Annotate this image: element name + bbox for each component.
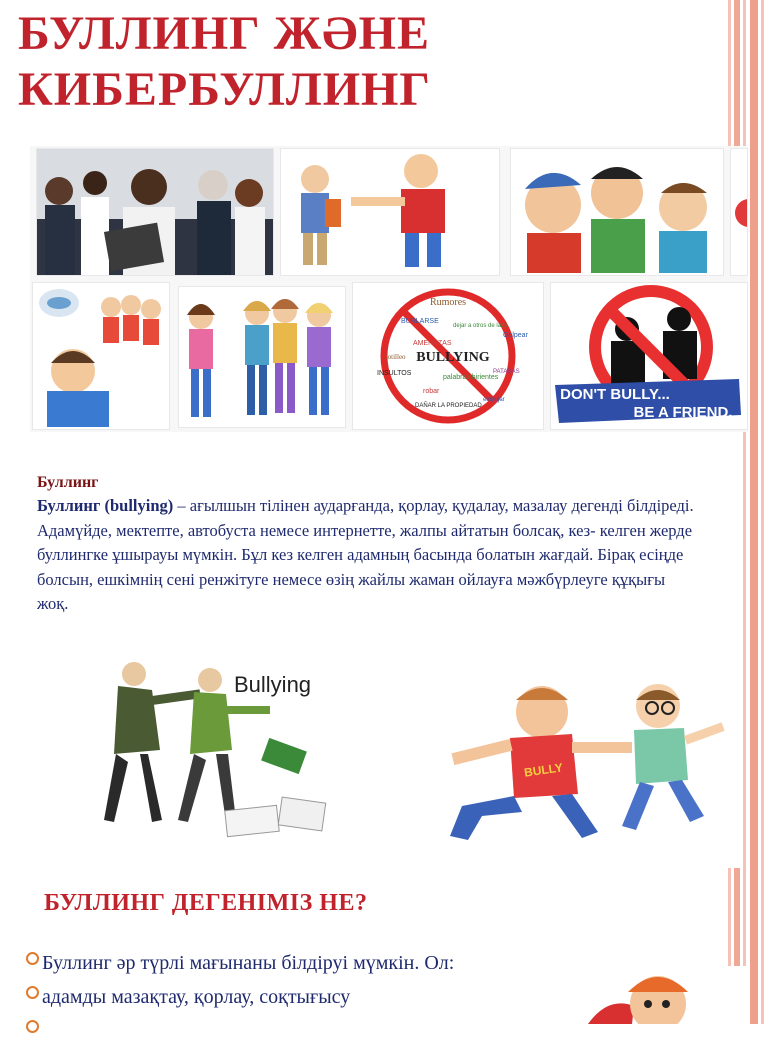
circle-word-9: robar (423, 388, 440, 395)
list-item-text: адамды мазақтау, қорлау, соқтығысу (42, 986, 351, 1008)
article-text: – ағылшын тілінен аударғанда, қорлау, қудалау, мазалау дегенді білдіреді. Адамүйде, мектепте, автобуста немесе интернетте, жалпы айтатын болсақ, кез- келген жерде буллингке ұшырауы мүмкін. Бұл кез келген адамның басында болатын жағдай. Бірақ есіңде болсын, ешкімнің сені ренжітуге немесе өзің жайлы жаман ойлауға мәжбүрлеуге құқығы жоқ. (37, 496, 694, 613)
photo-collage (30, 146, 748, 432)
section-heading: БУЛЛИНГ ДЕГЕНІМІЗ НЕ? (44, 890, 368, 916)
circle-word-11: DAÑAR LA PROPIEDAD (415, 403, 482, 409)
article-paragraph (37, 494, 697, 617)
circle-word-2: BURLARSE (401, 318, 439, 325)
circle-word-8: palabras hirientes (443, 374, 499, 381)
bullet-icon (26, 986, 39, 999)
cartoon-boy-partial-image (548, 966, 748, 1024)
dont-bully-sign (550, 282, 748, 430)
list-item (26, 1014, 454, 1048)
bully-chase-illustration (422, 676, 732, 846)
list-item-text: Буллинг әр түрлі мағынаны білдіруі мүмкін. Ол: (42, 952, 455, 974)
circle-word-6: INSULTOS (377, 370, 412, 377)
shirt-label: BULLY (523, 760, 564, 780)
circle-word-10: empujar (483, 397, 505, 403)
bullying-prohibited-sign (352, 282, 544, 430)
bullying-push-illustration (48, 650, 338, 846)
cartoon-crying-image (32, 282, 170, 430)
circle-main-word: BULLYING (416, 350, 490, 365)
bullet-icon (26, 1020, 39, 1033)
circle-word-5: AMENAZAS (413, 340, 452, 347)
circle-word-7: PATADAS (493, 369, 520, 375)
article-term: Буллинг (bullying) (37, 496, 174, 515)
dont-bully-line-2: BE A FRIEND. (633, 404, 733, 421)
page-title (18, 6, 431, 118)
students-photo (36, 148, 274, 276)
article-heading: Буллинг (37, 474, 99, 491)
circle-word-1: Rumores (429, 297, 467, 308)
cartoon-pointing-image (280, 148, 500, 276)
circle-word-12: Cotilleo (383, 353, 406, 361)
title-line-2: КИБЕРБУЛЛИНГ (18, 63, 431, 116)
list-item (26, 946, 454, 980)
circle-word-3: dejar a otros de lado (453, 323, 508, 329)
bullet-icon (26, 952, 39, 965)
definition-list (26, 946, 454, 1048)
cartoon-girls-image (178, 286, 346, 428)
illustration-label: Bullying (234, 672, 312, 697)
cut-off-image (730, 148, 748, 276)
cartoon-laughing-image (510, 148, 724, 276)
list-item (26, 980, 454, 1014)
title-line-1: БУЛЛИНГ ЖӘНЕ (18, 7, 430, 60)
circle-word-4: Golpear (503, 332, 528, 339)
dont-bully-line-1: DON'T BULLY... (560, 386, 670, 403)
